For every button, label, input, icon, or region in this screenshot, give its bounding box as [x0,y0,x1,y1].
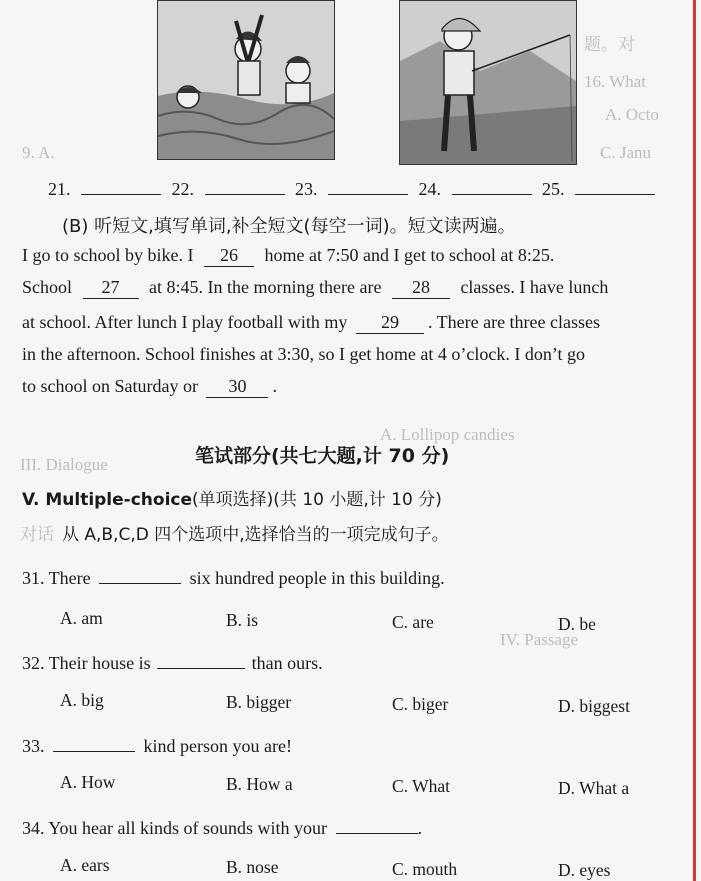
passage-text: home at 7:50 and I get to school at 8:25. [264,245,555,265]
option-b[interactable]: B. bigger [226,692,292,712]
option-c[interactable]: C. biger [392,694,449,714]
option-b[interactable]: B. nose [226,857,279,877]
option-d[interactable]: D. What a [558,778,630,798]
question-stem: than ours. [251,653,323,673]
ghost-text: 对话 [20,525,54,544]
answer-blank[interactable] [328,176,408,195]
option-a[interactable]: A. big [60,690,104,710]
answer-blank[interactable] [575,176,655,195]
question-stem: six hundred people in this building. [189,568,445,588]
option-a[interactable]: A. ears [60,855,110,875]
blank-26[interactable]: 26 [204,245,254,267]
section-v-instruction: 从 A,B,C,D 四个选项中,选择恰当的一项完成句子。 [62,525,449,545]
part-b-instruction: (B) 听短文,填写单词,补全短文(每空一词)。短文读两遍。 [62,216,516,237]
question-stem: kind person you are! [143,736,292,756]
option-c[interactable]: C. are [392,612,434,632]
ghost-text: C. Janu [600,143,651,162]
ghost-text: A. Octo [605,105,659,124]
ghost-text: A. Lollipop candies [380,425,515,444]
answer-number: 24. [418,179,441,199]
question-stem: . [417,818,422,838]
passage-line-2 [22,277,608,299]
ghost-text: 9. A. [22,143,55,162]
option-b[interactable]: B. is [226,610,259,630]
answer-blank[interactable] [157,650,245,669]
option-d[interactable]: D. be [558,614,596,634]
option-a[interactable]: A. How [60,772,116,792]
passage-text: School [22,277,73,297]
question-34 [22,815,422,839]
ghost-text: 题。对 [584,35,635,54]
passage-text: classes. I have lunch [460,277,609,297]
question-stem: 32. Their house is [22,653,151,673]
question-31 [22,565,445,589]
answer-number: 22. [171,179,194,199]
swimming-illustration [157,0,335,160]
passage-text: at school. After lunch I play football with my [22,312,348,332]
answer-blank[interactable] [336,815,418,834]
blank-28[interactable]: 28 [392,277,450,299]
passage-text: I go to school by bike. I [22,245,194,265]
option-c[interactable]: C. mouth [392,859,458,879]
ghost-text: 16. What [584,72,647,91]
ghost-text: IV. Passage [500,630,579,649]
passage-line-3 [22,312,600,334]
answer-blank[interactable] [53,733,135,752]
ghost-text: III. Dialogue [20,455,108,474]
question-stem: 34. You hear all kinds of sounds with your [22,818,327,838]
answer-number: 23. [295,179,318,199]
option-a[interactable]: A. am [60,608,103,628]
fishing-illustration [399,0,577,165]
option-b[interactable]: B. How a [226,774,293,794]
answer-number: 21. [48,179,71,199]
question-32 [22,650,323,674]
passage-text: at 8:45. In the morning there are [149,277,382,297]
answer-line [48,176,661,200]
written-part-title: 笔试部分(共七大题,计 70 分) [195,445,450,467]
question-stem: 33. [22,736,45,756]
answer-number: 25. [542,179,565,199]
passage-line-1 [22,245,554,267]
answer-blank[interactable] [205,176,285,195]
option-c[interactable]: C. What [392,776,451,796]
blank-29[interactable]: 29 [356,312,424,334]
question-33 [22,733,292,757]
option-d[interactable]: D. biggest [558,696,630,716]
blank-27[interactable]: 27 [83,277,139,299]
answer-blank[interactable] [99,565,181,584]
passage-text: to school on Saturday or [22,376,198,396]
passage-text: . [272,376,277,396]
answer-blank[interactable] [452,176,532,195]
passage-line-4: in the afternoon. School finishes at 3:30, so I get home at 4 o’clock. I don’t go [22,344,586,364]
passage-text: . There are three classes [427,312,601,332]
section-v-subtitle: (单项选择)(共 10 小题,计 10 分) [192,490,442,510]
answer-blank[interactable] [81,176,161,195]
option-d[interactable]: D. eyes [558,860,611,880]
question-stem: 31. There [22,568,91,588]
passage-line-5 [22,376,277,398]
section-v-heading [22,485,442,510]
blank-30[interactable]: 30 [206,376,268,398]
section-v-title: V. Multiple-choice [22,490,193,510]
page-edge-red [693,0,696,881]
